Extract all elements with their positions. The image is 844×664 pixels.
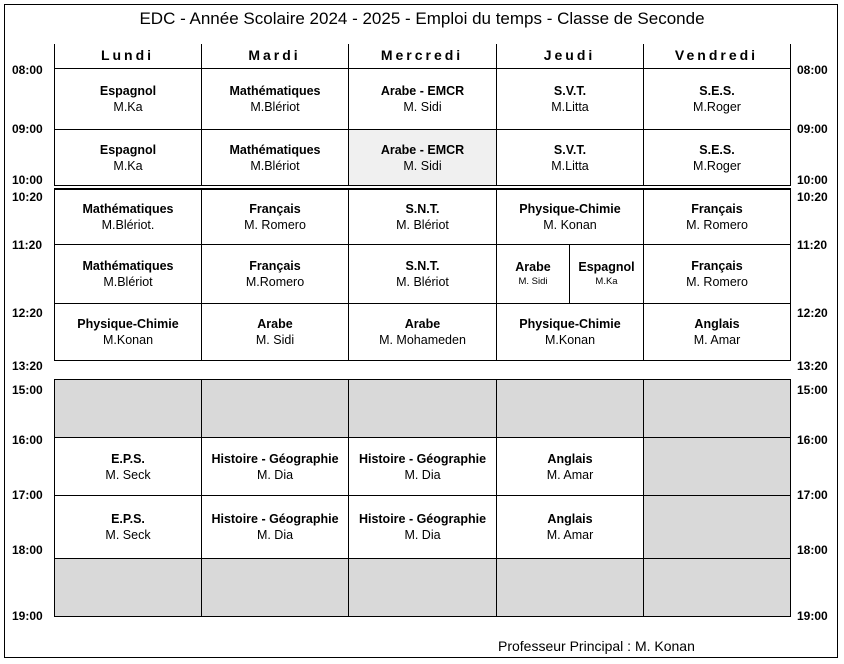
session-subject: Physique-Chimie (519, 317, 621, 331)
session-subject: Mathématiques (82, 259, 174, 273)
session-teacher: M.Roger (693, 100, 741, 114)
day-header-lundi: Lundi (100, 47, 155, 63)
session-cell (643, 189, 791, 245)
time-label: 17:00 (12, 488, 43, 502)
time-label: 10:20 (797, 190, 828, 204)
empty-slot (643, 495, 791, 559)
session-subject: S.E.S. (699, 84, 735, 98)
session-cell (201, 303, 349, 361)
session-subject: Français (249, 202, 301, 216)
empty-slot (496, 379, 644, 438)
time-label: 18:00 (12, 543, 43, 557)
session-cell (348, 303, 497, 361)
session-subject: Espagnol (99, 84, 157, 98)
session-subject: Mathématiques (82, 202, 174, 216)
time-label: 19:00 (12, 609, 43, 623)
session-cell (201, 437, 349, 496)
empty-slot (54, 379, 202, 438)
session-subject: Français (691, 259, 743, 273)
session-teacher: M. Blériot (396, 218, 449, 232)
session-subject: Histoire - Géographie (358, 512, 487, 526)
session-subject: E.P.S. (111, 451, 145, 466)
session-subject: Arabe (257, 317, 293, 331)
session-teacher: M.Konan (102, 333, 154, 347)
session-teacher: M.Blériot. (101, 218, 155, 232)
page-title: EDC - Année Scolaire 2024 - 2025 - Emploi du temps - Classe de Seconde (139, 9, 705, 28)
session-cell (348, 129, 497, 186)
session-cell (54, 189, 202, 245)
session-teacher: M.Blériot (103, 275, 153, 289)
session-cell (54, 437, 202, 496)
session-cell (54, 495, 202, 559)
session-cell (201, 189, 349, 245)
session-teacher: M. Sidi (403, 100, 442, 114)
session-teacher: M. Amar (693, 333, 741, 347)
session-cell (496, 68, 644, 130)
session-cell (54, 303, 202, 361)
session-teacher: M. Dia (256, 528, 294, 542)
day-header-jeudi: Jeudi (543, 47, 596, 63)
session-cell (201, 129, 349, 186)
session-teacher: M. Amar (546, 467, 594, 482)
session-teacher: M. Blériot (396, 275, 449, 289)
empty-slot (643, 437, 791, 496)
session-teacher: M.Blériot (250, 158, 300, 173)
session-subject: Mathématiques (229, 142, 321, 157)
session-cell (643, 244, 791, 304)
time-label: 10:00 (797, 173, 828, 187)
session-teacher: M. Sidi (255, 333, 295, 347)
session-teacher: M. Romero (686, 275, 748, 289)
session-teacher: M. Sidi (403, 158, 442, 173)
session-teacher: M.Konan (544, 333, 596, 347)
session-subject: Arabe (404, 317, 441, 331)
session-cell (348, 437, 497, 496)
session-cell (348, 495, 497, 559)
session-subject: Arabe - EMCR (380, 84, 465, 98)
time-label: 15:00 (12, 383, 43, 397)
session-cell-split (569, 244, 644, 304)
session-cell (348, 68, 497, 130)
session-teacher: M.Ka (595, 276, 618, 287)
time-label: 08:00 (12, 63, 43, 77)
session-cell (54, 129, 202, 186)
session-subject: Français (691, 202, 743, 216)
empty-slot (643, 379, 791, 438)
time-label: 09:00 (797, 122, 828, 136)
session-teacher: M. Romero (244, 218, 306, 232)
session-subject: Histoire - Géographie (358, 451, 487, 466)
time-label: 11:20 (797, 238, 828, 252)
session-cell-split (496, 244, 570, 304)
session-subject: Arabe - EMCR (380, 142, 465, 157)
time-label: 16:00 (797, 433, 828, 447)
session-cell (643, 68, 791, 130)
session-cell (496, 495, 644, 559)
session-subject: Anglais (694, 317, 740, 331)
session-cell (496, 303, 644, 361)
time-label: 15:00 (797, 383, 828, 397)
session-subject: Anglais (547, 451, 593, 466)
session-cell (496, 437, 644, 496)
time-label: 19:00 (797, 609, 828, 623)
session-subject: S.V.T. (553, 142, 587, 157)
session-cell (643, 303, 791, 361)
empty-slot (643, 558, 791, 617)
session-subject: Mathématiques (229, 84, 321, 98)
session-cell (201, 244, 349, 304)
session-cell (201, 495, 349, 559)
time-label: 09:00 (12, 122, 43, 136)
session-cell (496, 189, 644, 245)
time-label: 08:00 (797, 63, 828, 77)
session-subject: S.N.T. (405, 202, 440, 216)
day-header-mardi: Mardi (248, 47, 301, 63)
session-teacher: M. Dia (404, 528, 441, 542)
session-subject: Espagnol (578, 260, 635, 274)
principal-teacher: Professeur Principal : M. Konan (498, 638, 695, 654)
session-teacher: M. Seck (105, 467, 151, 482)
time-label: 18:00 (797, 543, 828, 557)
session-teacher: M. Romero (686, 218, 748, 232)
session-teacher: M.Blériot (250, 100, 300, 114)
session-teacher: M.Romero (245, 275, 305, 289)
time-label: 17:00 (797, 488, 828, 502)
session-teacher: M. Mohameden (379, 333, 466, 347)
session-subject: Français (249, 259, 301, 273)
day-header-mercredi: Mercredi (380, 47, 464, 63)
session-subject: S.N.T. (405, 259, 440, 273)
empty-slot (201, 558, 349, 617)
empty-slot (496, 558, 644, 617)
empty-slot (201, 379, 349, 438)
session-subject: E.P.S. (111, 512, 145, 526)
time-label: 13:20 (797, 359, 828, 373)
time-label: 11:20 (12, 238, 43, 252)
session-teacher: M.Litta (551, 158, 589, 173)
time-label: 16:00 (12, 433, 43, 447)
session-teacher: M. Konan (543, 218, 597, 232)
session-teacher: M.Litta (551, 100, 589, 114)
session-teacher: M. Dia (404, 467, 441, 482)
time-label: 12:20 (797, 306, 828, 320)
session-cell (643, 129, 791, 186)
session-cell (348, 244, 497, 304)
session-teacher: M.Roger (693, 158, 741, 173)
session-cell (54, 68, 202, 130)
time-label: 13:20 (12, 359, 43, 373)
session-teacher: M. Amar (546, 528, 594, 542)
session-teacher: M. Seck (105, 528, 151, 542)
day-header-vendredi: Vendredi (674, 47, 759, 63)
time-label: 12:20 (12, 306, 43, 320)
time-label: 10:00 (12, 173, 43, 187)
empty-slot (54, 558, 202, 617)
session-subject: S.E.S. (699, 142, 735, 157)
session-cell (348, 189, 497, 245)
session-subject: S.V.T. (553, 84, 587, 98)
session-subject: Espagnol (99, 142, 157, 157)
session-teacher: M. Dia (256, 467, 294, 482)
session-teacher: M. Sidi (518, 276, 548, 287)
session-subject: Histoire - Géographie (211, 451, 339, 466)
session-subject: Physique-Chimie (519, 202, 621, 216)
session-teacher: M.Ka (113, 100, 143, 114)
session-subject: Arabe (515, 260, 551, 274)
session-subject: Histoire - Géographie (211, 512, 339, 526)
session-cell (496, 129, 644, 186)
empty-slot (348, 379, 497, 438)
session-cell (201, 68, 349, 130)
session-cell (54, 244, 202, 304)
time-label: 10:20 (12, 190, 43, 204)
empty-slot (348, 558, 497, 617)
session-teacher: M.Ka (113, 158, 143, 173)
session-subject: Physique-Chimie (77, 317, 179, 331)
session-subject: Anglais (547, 512, 593, 526)
